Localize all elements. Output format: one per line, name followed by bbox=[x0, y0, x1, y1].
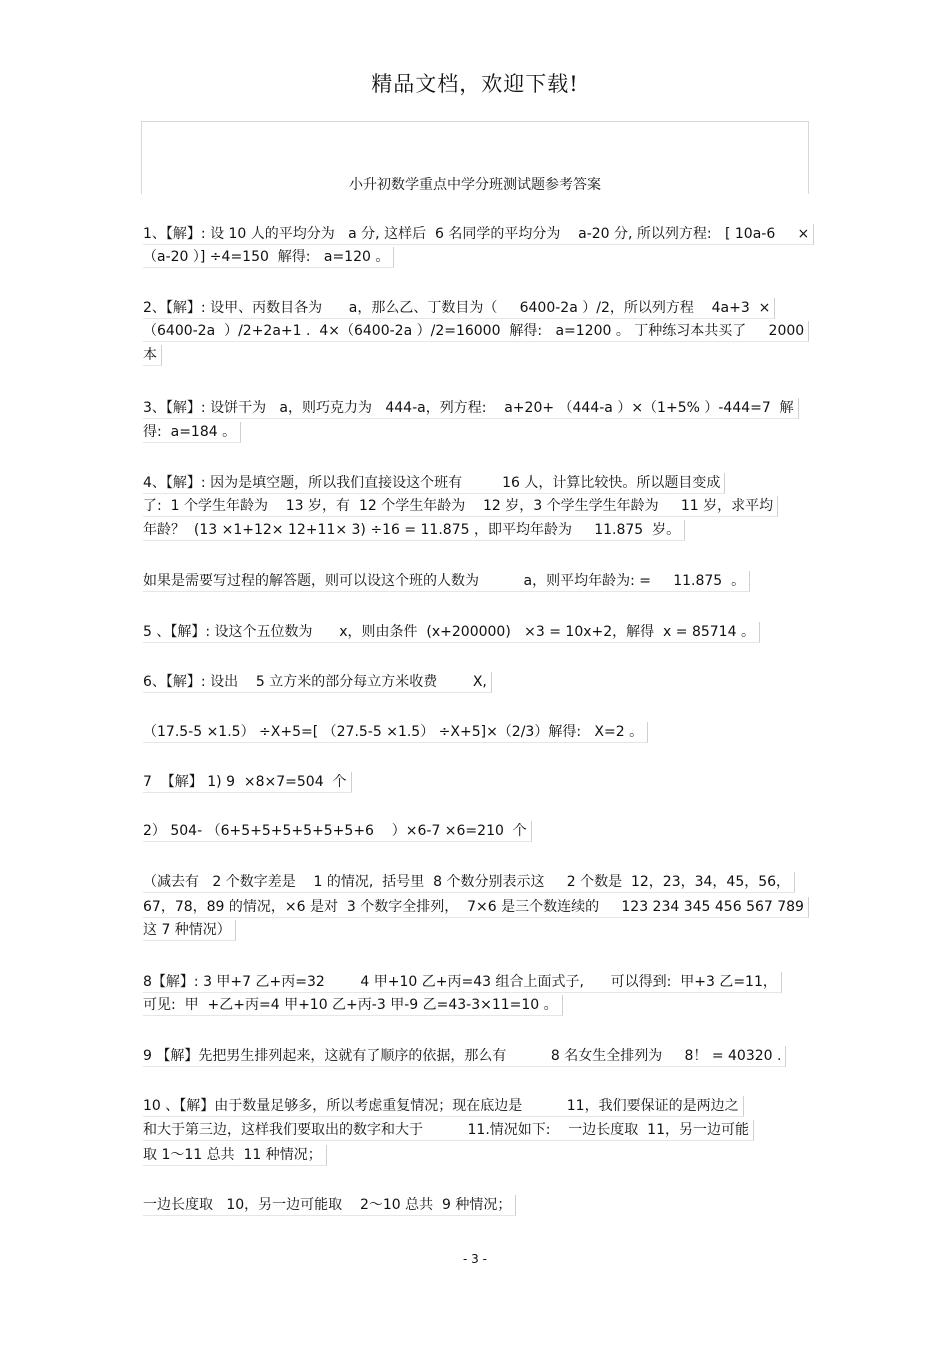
text-line: 5 、【解】: 设这个五位数为 x，则由条件 (x+200000) ×3 = 10x+2，解得 x = 85714 。 bbox=[143, 622, 760, 643]
text-line: 了: 1 个学生年龄为 13 岁，有 12 个学生年龄为 12 岁，3 个学生学生年龄为 11 岁，求平均 bbox=[143, 496, 778, 517]
text-line: 如果是需要写过程的解答题，则可以设这个班的人数为 a，则平均年龄为: = 11.875 。 bbox=[143, 571, 750, 592]
text-line: （减去有 2 个数字差是 1 的情况, 括号里 8 个数分别表示这 2 个数是 12，23，34，45，56， bbox=[143, 872, 795, 893]
text-line: 本 bbox=[143, 345, 162, 366]
text-line: （17.5-5 ×1.5） ÷X+5=[ （27.5-5 ×1.5） ÷X+5]×（2/3）解得: X=2 。 bbox=[143, 722, 648, 743]
text-line: 一边长度取 10，另一边可能取 2～10 总共 9 种情况； bbox=[143, 1195, 516, 1216]
text-line: 得: a=184 。 bbox=[143, 422, 241, 443]
text-line: 4、【解】: 因为是填空题，所以我们直接设这个班有 16 人，计算比较快。所以题目变成 bbox=[143, 473, 725, 494]
text-line: 2、【解】: 设甲、丙数目各为 a，那么乙、丁数目为（ 6400-2a ）/2，所以列方程 4a+3 × bbox=[143, 298, 775, 319]
text-line: 这 7 种情况） bbox=[143, 920, 236, 941]
text-line: （a-20 ）] ÷4=150 解得: a=120 。 bbox=[143, 247, 394, 268]
text-line: 和大于第三边，这样我们要取出的数字和大于 11.情况如下: 一边长度取 11，另一边可能 bbox=[143, 1120, 754, 1141]
text-line: 9 【解】先把男生排列起来，这就有了顺序的依据，那么有 8 名女生全排列为 8！ = 40320 . bbox=[143, 1046, 786, 1067]
text-line: （6400-2a ）/2+2a+1 . 4×（6400-2a ）/2=16000 解得: a=1200 。 丁种练习本共买了 2000 bbox=[143, 321, 809, 342]
text-line: 8【解】: 3 甲+7 乙+丙=32 4 甲+10 乙+丙=43 组合上面式子, 可以得到: 甲+3 乙=11， bbox=[143, 972, 782, 993]
text-line: 3、【解】: 设饼干为 a，则巧克力为 444-a，列方程: a+20+ （444-a ）×（1+5% ）-444=7 解 bbox=[143, 398, 799, 419]
text-line: 7 【解】 1) 9 ×8×7=504 个 bbox=[143, 772, 352, 793]
text-line: 6、【解】: 设出 5 立方米的部分每立方米收费 X, bbox=[143, 672, 492, 693]
page-number: - 3 - bbox=[463, 1252, 487, 1266]
text-line: 1、【解】: 设 10 人的平均分为 a 分, 这样后 6 名同学的平均分为 a-20 分, 所以列方程: [ 10a-6 × bbox=[143, 224, 814, 245]
text-line: 2） 504- （6+5+5+5+5+5+5+6 ）×6-7 ×6=210 个 bbox=[143, 821, 532, 842]
text-line: 67，78，89 的情况，×6 是对 3 个数字全排列， 7×6 是三个数连续的 123 234 345 456 567 789 bbox=[143, 897, 809, 918]
page-header: 精品文档，欢迎下载! bbox=[371, 72, 579, 96]
text-line: 年龄？ (13 ×1+12× 12+11× 3) ÷16 = 11.875 ，即平均年龄为 11.875 岁。 bbox=[143, 520, 685, 541]
document-title: 小升初数学重点中学分班测试题参考答案 bbox=[349, 177, 601, 193]
text-line: 取 1～11 总共 11 种情况； bbox=[143, 1145, 327, 1166]
text-line: 10 、【解】由于数量足够多，所以考虑重复情况；现在底边是 11，我们要保证的是两边之 bbox=[143, 1096, 744, 1117]
text-line: 可见: 甲 +乙+丙=4 甲+10 乙+丙-3 甲-9 乙=43-3×11=10 。 bbox=[143, 995, 563, 1016]
